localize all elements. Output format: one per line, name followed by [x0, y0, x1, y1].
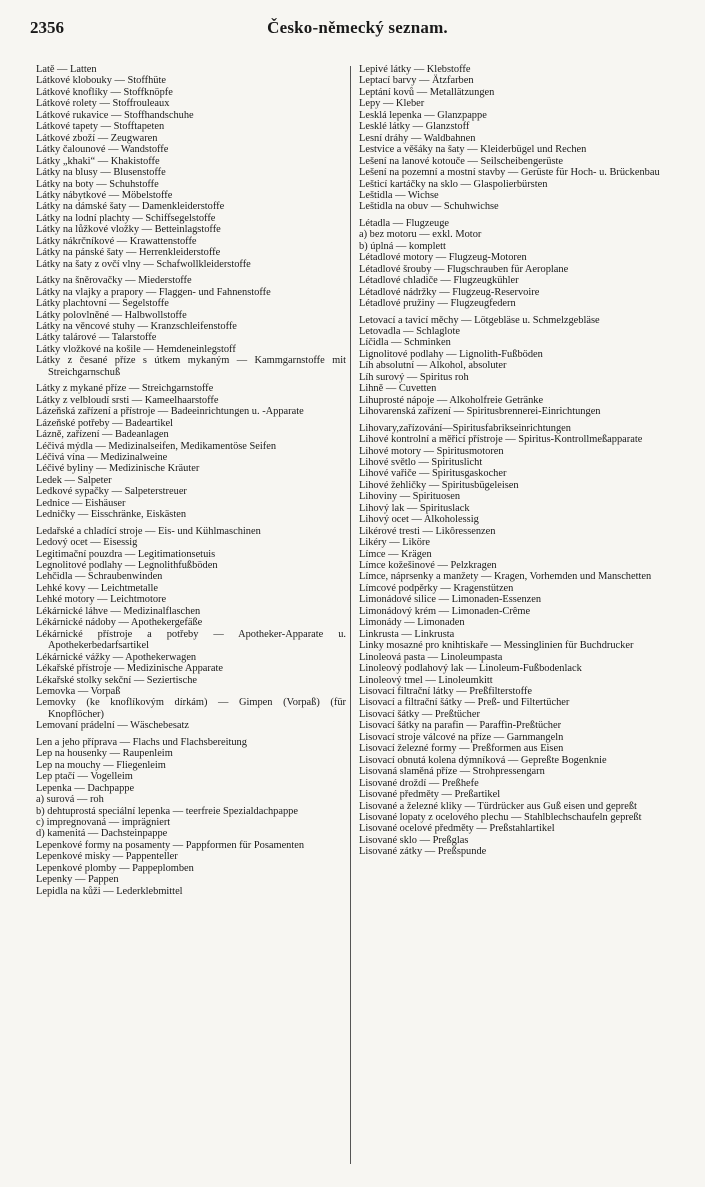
dictionary-entry: Lep ptačí — Vogelleim: [36, 771, 133, 783]
dictionary-entry: Lisovací filtrační látky — Preßfilterstoffe: [359, 686, 532, 698]
dictionary-entry: Látky nákrčníkové — Krawattenstoffe: [36, 235, 197, 247]
dictionary-entry: Létadlové nádržky — Flugzeug-Reservoire: [359, 286, 540, 298]
right-column: [359, 64, 695, 858]
dictionary-entry: b) úplná — komplett: [359, 240, 446, 252]
dictionary-entry: Lepenka — Dachpappe: [36, 782, 135, 794]
dictionary-entry: Látky na dámské šaty — Damenkleiderstoffe: [36, 201, 225, 213]
dictionary-entry: Látkové tapety — Stofftapeten: [36, 121, 165, 133]
dictionary-entry: Lihovarenská zařízení — Spiritusbrennerei-Einrichtungen: [359, 406, 601, 418]
dictionary-entry: Lisované sklo — Preßglas: [359, 834, 469, 846]
dictionary-entry: Lešení na lanové kotouče — Seilscheibengerüste: [359, 155, 563, 167]
dictionary-entry: Lisované droždí — Preßhefe: [359, 777, 479, 789]
dictionary-entry: Ledařské a chladící stroje — Eis- und Kühlmaschinen: [36, 525, 261, 537]
dictionary-entry: Látkové rolety — Stoffrouleaux: [36, 98, 170, 110]
dictionary-entry: Límcové podpěrky — Kragenstützen: [359, 582, 514, 594]
dictionary-entry: Lihové vařiče — Spiritusgaskocher: [359, 468, 507, 480]
dictionary-entry: Lesklé látky — Glanzstoff: [359, 121, 470, 133]
dictionary-entry: Lemovky (ke knoflíkovým dírkám) — Gimpen (Vorpaß) (für Knopflöcher): [36, 697, 346, 720]
dictionary-entry: Letovací a tavicí měchy — Lötgebläse u. Schmelzgebläse: [359, 314, 600, 326]
left-column: [36, 64, 346, 897]
dictionary-entry: Lisované a železné kliky — Türdrücker aus Guß eisen und gepreßt: [359, 800, 637, 812]
dictionary-entry: Lehké kovy — Leichtmetalle: [36, 582, 159, 594]
dictionary-entry: Lihoviny — Spirituosen: [359, 491, 461, 503]
dictionary-entry: Lékárnické přístroje a potřeby — Apotheker-Apparate u. Apothekerbedarfsartikel: [36, 628, 346, 652]
dictionary-entry: Lep na housenky — Raupenleim: [36, 748, 173, 760]
dictionary-entry: Lestvice a věšáky na šaty — Kleiderbügel und Rechen: [359, 144, 587, 156]
dictionary-entry: Látky čalounové — Wandstoffe: [36, 144, 169, 156]
dictionary-entry: Límce, náprsenky a manžety — Kragen, Vorhemden und Manschetten: [359, 571, 652, 583]
dictionary-entry: Lisovací železné formy — Preßformen aus Eisen: [359, 743, 564, 755]
dictionary-entry: Letovadla — Schlaglote: [359, 325, 460, 337]
dictionary-entry: Lisované předměty — Preßartikel: [359, 789, 501, 801]
dictionary-entry: Látky z česané příze s útkem mykaným — Kammgarnstoffe mit Streichgarnschuß: [36, 355, 346, 378]
dictionary-entry: Límce kožešinové — Pelzkragen: [359, 560, 497, 572]
dictionary-entry: Látky nábytkové — Möbelstoffe: [36, 189, 173, 201]
dictionary-entry: Léčivá mýdla — Medizinalseifen, Medikamentöse Seifen: [36, 440, 277, 452]
dictionary-entry: Látky plachtovní — Segelstoffe: [36, 298, 169, 310]
dictionary-entry: Lihové motory — Spiritusmotoren: [359, 445, 504, 457]
dictionary-entry: Lemovaní prádelní — Wäschebesatz: [36, 720, 190, 732]
dictionary-entry: Látky vložkové na košile — Hemdeneinlegstoff: [36, 343, 236, 355]
dictionary-entry: Lisovaná slaměná příze — Strohpressengarn: [359, 766, 545, 778]
dictionary-entry: Látky na lůžkové vložky — Betteinlagstoffe: [36, 224, 221, 236]
dictionary-entry: Lepy — Kleber: [359, 98, 425, 110]
dictionary-entry: Lázně, zařízení — Badeanlagen: [36, 429, 169, 441]
dictionary-entry: Lékařské přístroje — Medizinische Apparate: [36, 663, 223, 675]
dictionary-entry: Ledkové sypačky — Salpeterstreuer: [36, 486, 187, 498]
dictionary-entry: Lihové žehličky — Spiritusbügeleisen: [359, 479, 519, 491]
dictionary-entry: Létadlové chladiče — Flugzeugkühler: [359, 275, 519, 287]
dictionary-entry: Lepidla na kůži — Lederklebmittel: [36, 885, 183, 897]
dictionary-entry: Linoleová pasta — Linoleumpasta: [359, 651, 503, 663]
dictionary-entry: Límce — Krägen: [359, 548, 432, 560]
dictionary-entry: Látky talárové — Talarstoffe: [36, 332, 157, 344]
dictionary-entry: Látky na věncové stuhy — Kranzschleifenstoffe: [36, 320, 237, 332]
dictionary-entry: Linoleový podlahový lak — Linoleum-Fußbodenlack: [359, 663, 582, 675]
dictionary-entry: a) bez motoru — exkl. Motor: [359, 229, 482, 241]
dictionary-entry: Látky z velbloudí srsti — Kameelhaarstoffe: [36, 394, 219, 406]
page-number: 2356: [30, 18, 64, 37]
dictionary-entry: Létadlové pružiny — Flugzeugfedern: [359, 298, 516, 310]
dictionary-entry: Lékárnické nádoby — Apothekergefäße: [36, 617, 203, 629]
dictionary-entry: Líh surový — Spiritus roh: [359, 371, 469, 383]
dictionary-entry: Lednice — Eishäuser: [36, 497, 126, 509]
dictionary-entry: Lisovací stroje válcové na příze — Garnmangeln: [359, 731, 564, 743]
dictionary-entry: Lihně — Cuvetten: [359, 383, 437, 395]
dictionary-entry: Legitimační pouzdra — Legitimationsetuis: [36, 548, 216, 560]
dictionary-entry: Likérové tresti — Likôressenzen: [359, 525, 496, 537]
dictionary-entry: Lékárnické láhve — Medizinalflaschen: [36, 605, 201, 617]
dictionary-entry: Lehké motory — Leichtmotore: [36, 594, 167, 606]
dictionary-entry: d) kamenitá — Dachsteinpappe: [36, 828, 168, 840]
dictionary-entry: Líčidla — Schminken: [359, 337, 451, 349]
dictionary-entry: Linkrusta — Linkrusta: [359, 628, 455, 640]
dictionary-entry: Ledek — Salpeter: [36, 474, 112, 486]
dictionary-entry: Létadlové motory — Flugzeug-Motoren: [359, 252, 527, 264]
dictionary-entry: Lázeňská zařízení a přístroje — Badeeinrichtungen u. -Apparate: [36, 406, 304, 418]
dictionary-entry: Lisované zátky — Preßspunde: [359, 846, 487, 858]
dictionary-entry: Leštidla — Wichse: [359, 189, 439, 201]
dictionary-entry: Látky polovlněné — Halbwollstoffe: [36, 309, 187, 321]
dictionary-entry: Látky na šněrovačky — Miederstoffe: [36, 275, 192, 287]
dictionary-entry: Lékárnické vážky — Apothekerwagen: [36, 651, 197, 663]
dictionary-entry: Legnolitové podlahy — Legnolithfußböden: [36, 560, 218, 572]
dictionary-entry: Látky na pánské šaty — Herrenkleiderstoffe: [36, 247, 221, 259]
dictionary-entry: Látky z mykané příze — Streichgarnstoffe: [36, 383, 214, 395]
dictionary-entry: c) impregnovaná — imprägniert: [36, 817, 171, 828]
dictionary-entry: Limonádové silice — Limonaden-Essenzen: [359, 594, 542, 606]
dictionary-entry: Látkové knoflíky — Stoffknöpfe: [36, 86, 173, 98]
dictionary-entry: Limonádový krém — Limonaden-Crême: [359, 605, 531, 617]
dictionary-entry: a) surová — roh: [36, 794, 104, 806]
dictionary-entry: Lignolitové podlahy — Lignolith-Fußböden: [359, 348, 543, 360]
dictionary-entry: Lemovka — Vorpaß: [36, 686, 121, 698]
dictionary-entry: Lepenkové formy na posamenty — Pappformen für Posamenten: [36, 839, 305, 851]
dictionary-entry: Látkové rukavice — Stoffhandschuhe: [36, 109, 194, 121]
dictionary-entry: Lisovací obnutá kolena dýmníková — Gepreßte Bogenknie: [359, 754, 607, 766]
dictionary-entry: Létadla — Flugzeuge: [359, 217, 450, 229]
dictionary-entry: Látkové zboží — Zeugwaren: [36, 132, 158, 144]
dictionary-entry: Lisovací šátky — Preßtücher: [359, 708, 480, 720]
page-title: Česko-německý seznam.: [267, 18, 448, 37]
dictionary-entry: Lepenkové plomby — Pappeplomben: [36, 862, 194, 874]
dictionary-entry: Len a jeho příprava — Flachs und Flachsbereitung: [36, 736, 247, 748]
dictionary-entry: Lihuprosté nápoje — Alkoholfreie Getränke: [359, 394, 544, 406]
dictionary-entry: Lep na mouchy — Fliegenleim: [36, 759, 166, 771]
dictionary-entry: Lepenkové misky — Pappenteller: [36, 851, 178, 863]
dictionary-entry: Latě — Latten: [36, 64, 97, 75]
dictionary-entry: Látky na blusy — Blusenstoffe: [36, 167, 166, 179]
dictionary-entry: Ledničky — Eisschränke, Eiskästen: [36, 509, 187, 521]
dictionary-entry: Lešticí kartáčky na sklo — Glaspolierbürsten: [359, 178, 548, 190]
dictionary-entry: Likéry — Liköre: [359, 537, 430, 549]
dictionary-entry: Léčivá vína — Medizinalweine: [36, 451, 168, 463]
dictionary-entry: Lékařské stolky sekční — Seziertische: [36, 674, 198, 686]
dictionary-entry: Lázeňské potřeby — Badeartikel: [36, 417, 174, 429]
dictionary-entry: Lisovací šátky na parafin — Paraffin-Preßtücher: [359, 720, 562, 732]
dictionary-entry: Lihovary,zařízování—Spiritusfabrikseinrichtungen: [359, 422, 571, 434]
dictionary-entry: b) dehtuprostá speciální lepenka — teerfreie Spezialdachpappe: [36, 805, 298, 817]
dictionary-entry: Látky na vlajky a prapory — Flaggen- und Fahnenstoffe: [36, 286, 271, 298]
dictionary-entry: Lihové světlo — Spirituslicht: [359, 456, 483, 468]
dictionary-entry: Lisovací a filtrační šátky — Preß- und Filtertücher: [359, 697, 570, 709]
dictionary-entry: Lesní dráhy — Waldbahnen: [359, 132, 476, 144]
dictionary-entry: Látky na lodní plachty — Schiffsegelstoffe: [36, 212, 216, 224]
dictionary-entry: Linoleový tmel — Linoleumkitt: [359, 674, 493, 686]
dictionary-entry: Lepenky — Pappen: [36, 874, 119, 886]
dictionary-entry: Ledový ocet — Eisessig: [36, 537, 138, 549]
dictionary-entry: Lihové kontrolní a měřicí přístroje — Spiritus-Kontrollmeßapparate: [359, 434, 643, 446]
dictionary-entry: Leštidla na obuv — Schuhwichse: [359, 201, 499, 213]
column-divider: [350, 66, 351, 1164]
dictionary-entry: Lihový ocet — Alkoholessig: [359, 514, 479, 526]
dictionary-entry: Limonády — Limonaden: [359, 617, 465, 629]
dictionary-entry: Lisované ocelové předměty — Preßstahlartikel: [359, 823, 555, 835]
dictionary-entry: Leptání kovů — Metallätzungen: [359, 86, 495, 98]
dictionary-entry: Látky na šaty z ovčí vlny — Schafwollkleiderstoffe: [36, 258, 251, 270]
dictionary-entry: Lihový lak — Spirituslack: [359, 502, 470, 514]
dictionary-entry: Látky na boty — Schuhstoffe: [36, 178, 159, 190]
dictionary-entry: Lesklá lepenka — Glanzpappe: [359, 109, 487, 121]
dictionary-entry: Léčivé byliny — Medizinische Kräuter: [36, 463, 200, 475]
dictionary-entry: Látkové klobouky — Stoffhüte: [36, 75, 166, 87]
dictionary-entry: Lisované lopaty z ocelového plechu — Stahlblechschaufeln gepreßt: [359, 812, 642, 823]
dictionary-entry: Leptací barvy — Ätzfarben: [359, 75, 474, 87]
dictionary-entry: Lepivé látky — Klebstoffe: [359, 64, 471, 75]
dictionary-entry: Líh absolutní — Alkohol, absoluter: [359, 360, 507, 372]
dictionary-entry: Létadlové šrouby — Flugschrauben für Aeroplane: [359, 263, 569, 275]
dictionary-entry: Lehčidla — Schraubenwinden: [36, 571, 163, 583]
dictionary-entry: Linky mosazné pro knihtiskaře — Messinglinien für Buchdrucker: [359, 640, 634, 652]
page-header: [30, 18, 685, 44]
dictionary-entry: Látky „khaki“ — Khakistoffe: [36, 155, 160, 167]
dictionary-entry: Lešení na pozemní a mostní stavby — Gerüste für Hoch- u. Brückenbau: [359, 167, 660, 179]
